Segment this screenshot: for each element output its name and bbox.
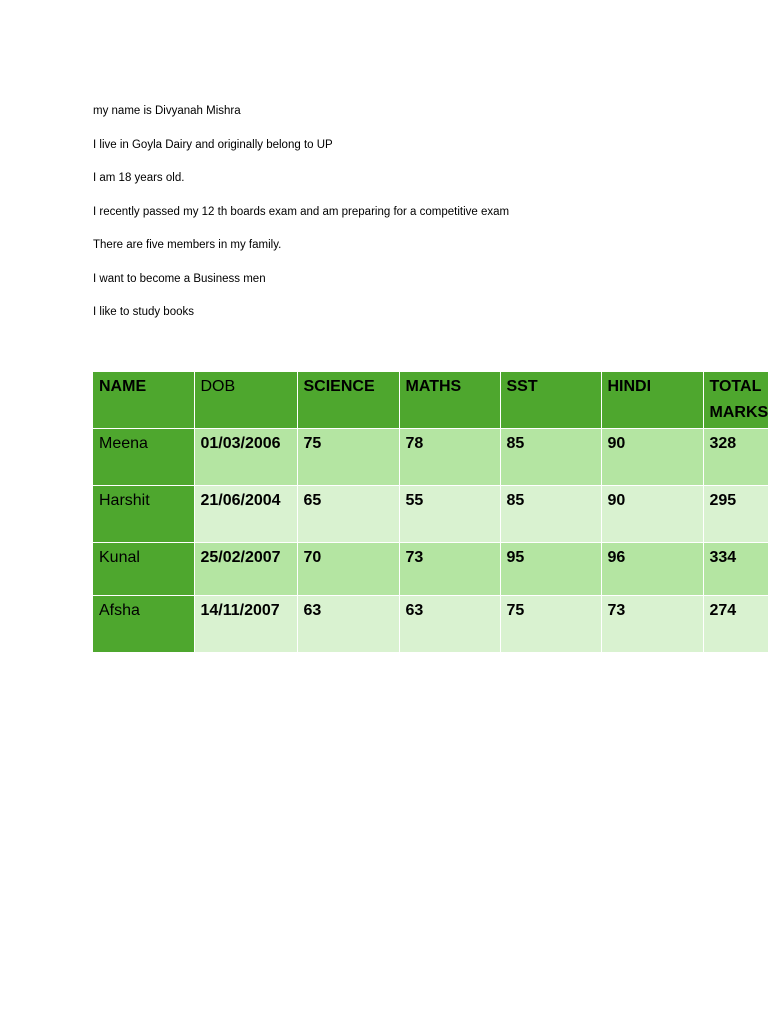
paragraph-hobby: I like to study books (93, 306, 194, 318)
paragraph-education: I recently passed my 12 th boards exam and am preparing for a competitive exam (93, 205, 510, 218)
cell-name: Harshit (93, 486, 194, 543)
cell-hindi: 90 (601, 429, 703, 486)
header-name: NAME (93, 372, 194, 429)
table-row (93, 429, 768, 486)
cell-science: 65 (297, 486, 399, 543)
table-header-row (93, 372, 768, 429)
cell-maths: 55 (399, 486, 500, 543)
cell-hindi: 96 (601, 543, 703, 596)
paragraph-name: my name is Divyanah Mishra (93, 105, 241, 117)
cell-hindi: 90 (601, 486, 703, 543)
cell-maths: 78 (399, 429, 500, 486)
cell-science: 63 (297, 596, 399, 653)
header-maths: MATHS (399, 372, 500, 429)
cell-total: 334 (703, 543, 768, 596)
intro-paragraphs (93, 104, 733, 339)
header-sst: SST (500, 372, 601, 429)
header-dob: DOB (194, 372, 297, 429)
table-row (93, 543, 768, 596)
paragraph-family: There are five members in my family. (93, 239, 282, 251)
cell-dob: 21/06/2004 (194, 486, 297, 543)
cell-sst: 95 (500, 543, 601, 596)
cell-total: 274 (703, 596, 768, 653)
cell-name: Meena (93, 429, 194, 486)
cell-sst: 75 (500, 596, 601, 653)
paragraph-ambition: I want to become a Business men (93, 272, 266, 285)
cell-hindi: 73 (601, 596, 703, 653)
marks-table-wrapper (93, 372, 768, 653)
cell-science: 70 (297, 543, 399, 596)
cell-name: Afsha (93, 596, 194, 653)
cell-dob: 25/02/2007 (194, 543, 297, 596)
paragraph-residence: I live in Goyla Dairy and originally belong to UP (93, 138, 333, 151)
cell-maths: 73 (399, 543, 500, 596)
cell-total: 328 (703, 429, 768, 486)
cell-science: 75 (297, 429, 399, 486)
paragraph-age: I am 18 years old. (93, 172, 185, 184)
cell-total: 295 (703, 486, 768, 543)
cell-dob: 01/03/2006 (194, 429, 297, 486)
header-total-marks: TOTAL MARKS (703, 372, 768, 429)
cell-sst: 85 (500, 486, 601, 543)
cell-sst: 85 (500, 429, 601, 486)
marks-table (93, 372, 768, 653)
header-science: SCIENCE (297, 372, 399, 429)
cell-name: Kunal (93, 543, 194, 596)
cell-maths: 63 (399, 596, 500, 653)
table-row (93, 596, 768, 653)
cell-dob: 14/11/2007 (194, 596, 297, 653)
table-row (93, 486, 768, 543)
header-hindi: HINDI (601, 372, 703, 429)
